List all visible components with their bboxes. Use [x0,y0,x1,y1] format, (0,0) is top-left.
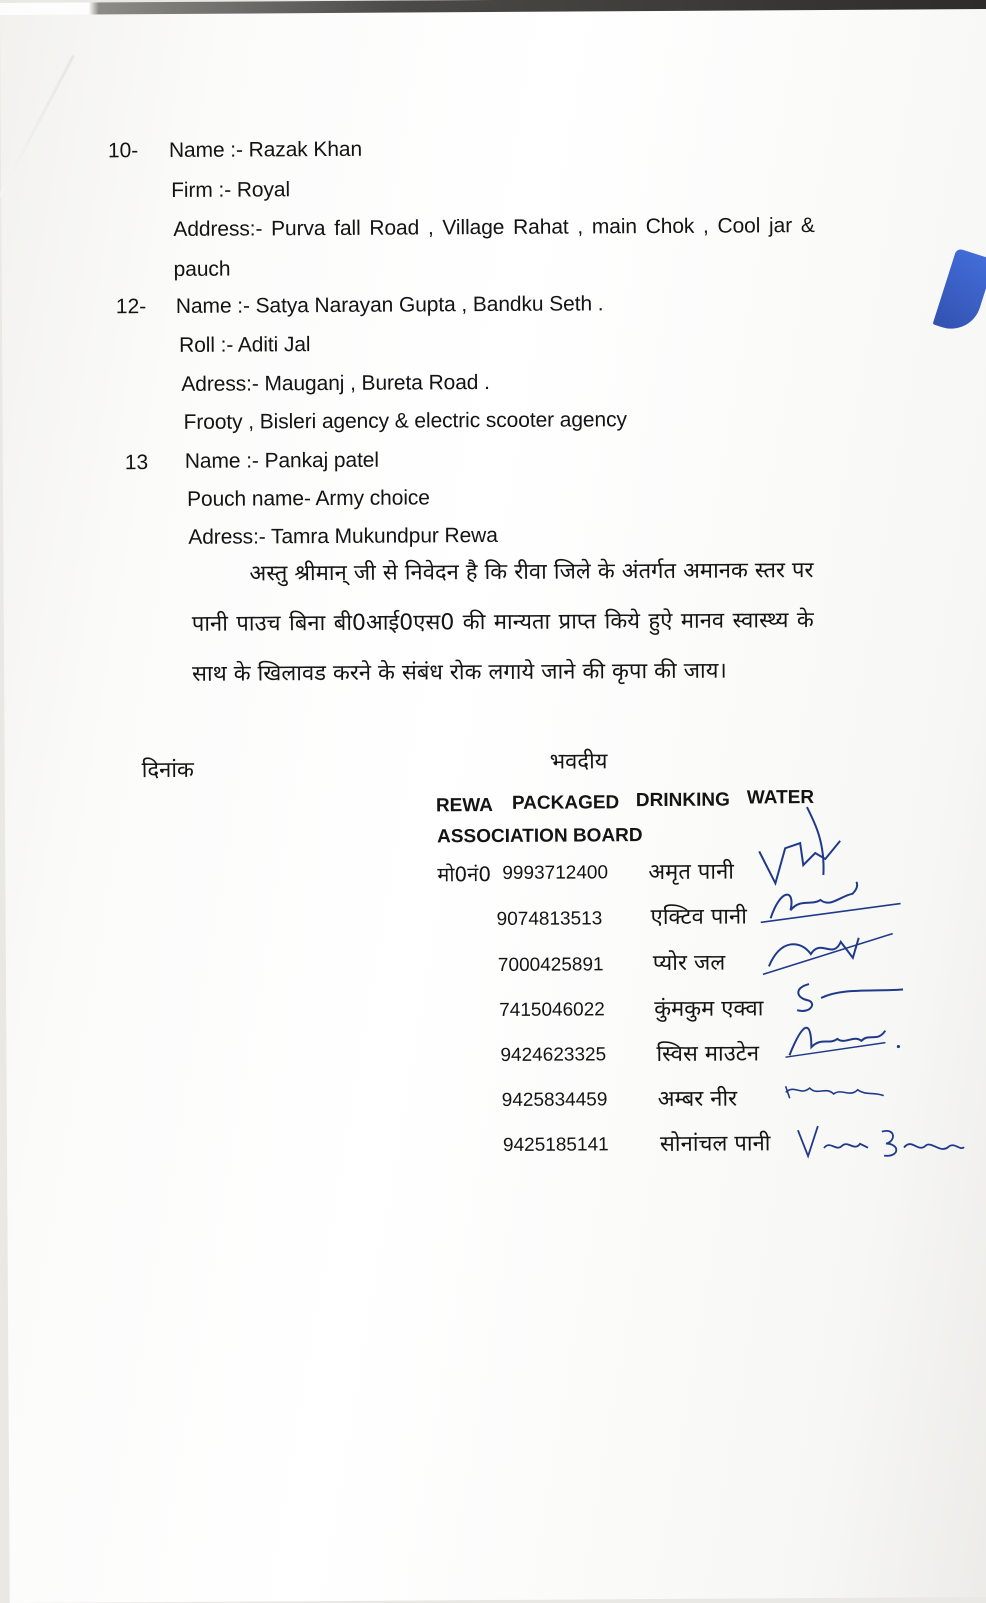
member-brand: अमृत पानी [648,859,735,886]
closing-salutation: भवदीय [549,749,608,775]
member-brand: प्योर जल [652,950,726,977]
association-name-line2: ASSOCIATION BOARD [437,825,643,848]
entry-address: Adress:- Tamra Mukundpur Rewa [188,523,498,549]
signature-3-graphic [761,918,901,979]
signature-6-graphic [782,1078,892,1109]
member-phone: 9993712400 [502,862,609,884]
entry-extra: Frooty , Bisleri agency & electric scooter agency [183,408,627,434]
request-paragraph: अस्तु श्रीमान् जी से निवेदन है कि रीवा जिले के अंतर्गत अमानक स्तर पर पानी पाउच बिना बी0आई0एस0 की मान्यता प्राप्त किये हुऐ मानव स्वास्थ्य के साथ के खिलावड करने के संबंध रोक लगाये जाने की कृपा की जाय। [191,558,814,687]
association-word: WATER [746,787,815,809]
scan-edge-shadow [0,0,986,15]
entry-number: 13 [124,451,149,475]
entry-roll: Roll :- Aditi Jal [179,333,311,357]
entry-address: Adress:- Mauganj , Bureta Road . [181,371,490,396]
entry-number: 10- [107,139,139,163]
association-word: REWA [435,795,493,817]
member-brand: एक्टिव पानी [650,904,747,931]
member-phone: 9074813513 [496,908,603,930]
member-phone: 7415046022 [499,999,605,1021]
entry-name: Name :- Razak Khan [168,137,363,162]
blue-pen-mark [933,248,986,336]
member-phone: 7000425891 [497,954,604,976]
member-brand: स्विस माउटेन [656,1041,760,1068]
entry-number: 12- [115,295,147,319]
association-word: DRINKING [635,789,730,812]
member-brand: सोनांचल पानी [659,1131,771,1158]
signature-5-graphic [781,1012,906,1063]
member-phone: 9424623325 [500,1044,607,1066]
paper-crease [0,55,75,251]
entry-address: Address:- Purva fall Road , Village Rahat , main Chok , Cool jar & [173,214,815,241]
date-label: दिनांक [141,757,194,784]
member-brand: अम्बर नीर [657,1086,738,1113]
entry-address-cont: pauch [173,257,231,281]
association-word: PACKAGED [511,792,620,814]
member-brand: कुंमकुम एक्वा [654,996,764,1023]
entry-name: Name :- Pankaj patel [184,448,379,473]
entry-name: Name :- Satya Narayan Gupta , Bandku Seth . [175,292,604,318]
entry-firm: Firm :- Royal [171,178,291,202]
member-phone: 9425185141 [502,1134,609,1156]
entry-pouch: Pouch name- Army choice [186,486,430,511]
signature-7-graphic [792,1117,967,1168]
member-phone: 9425834459 [501,1089,608,1111]
mobile-prefix: मो0नं0 [437,862,492,887]
